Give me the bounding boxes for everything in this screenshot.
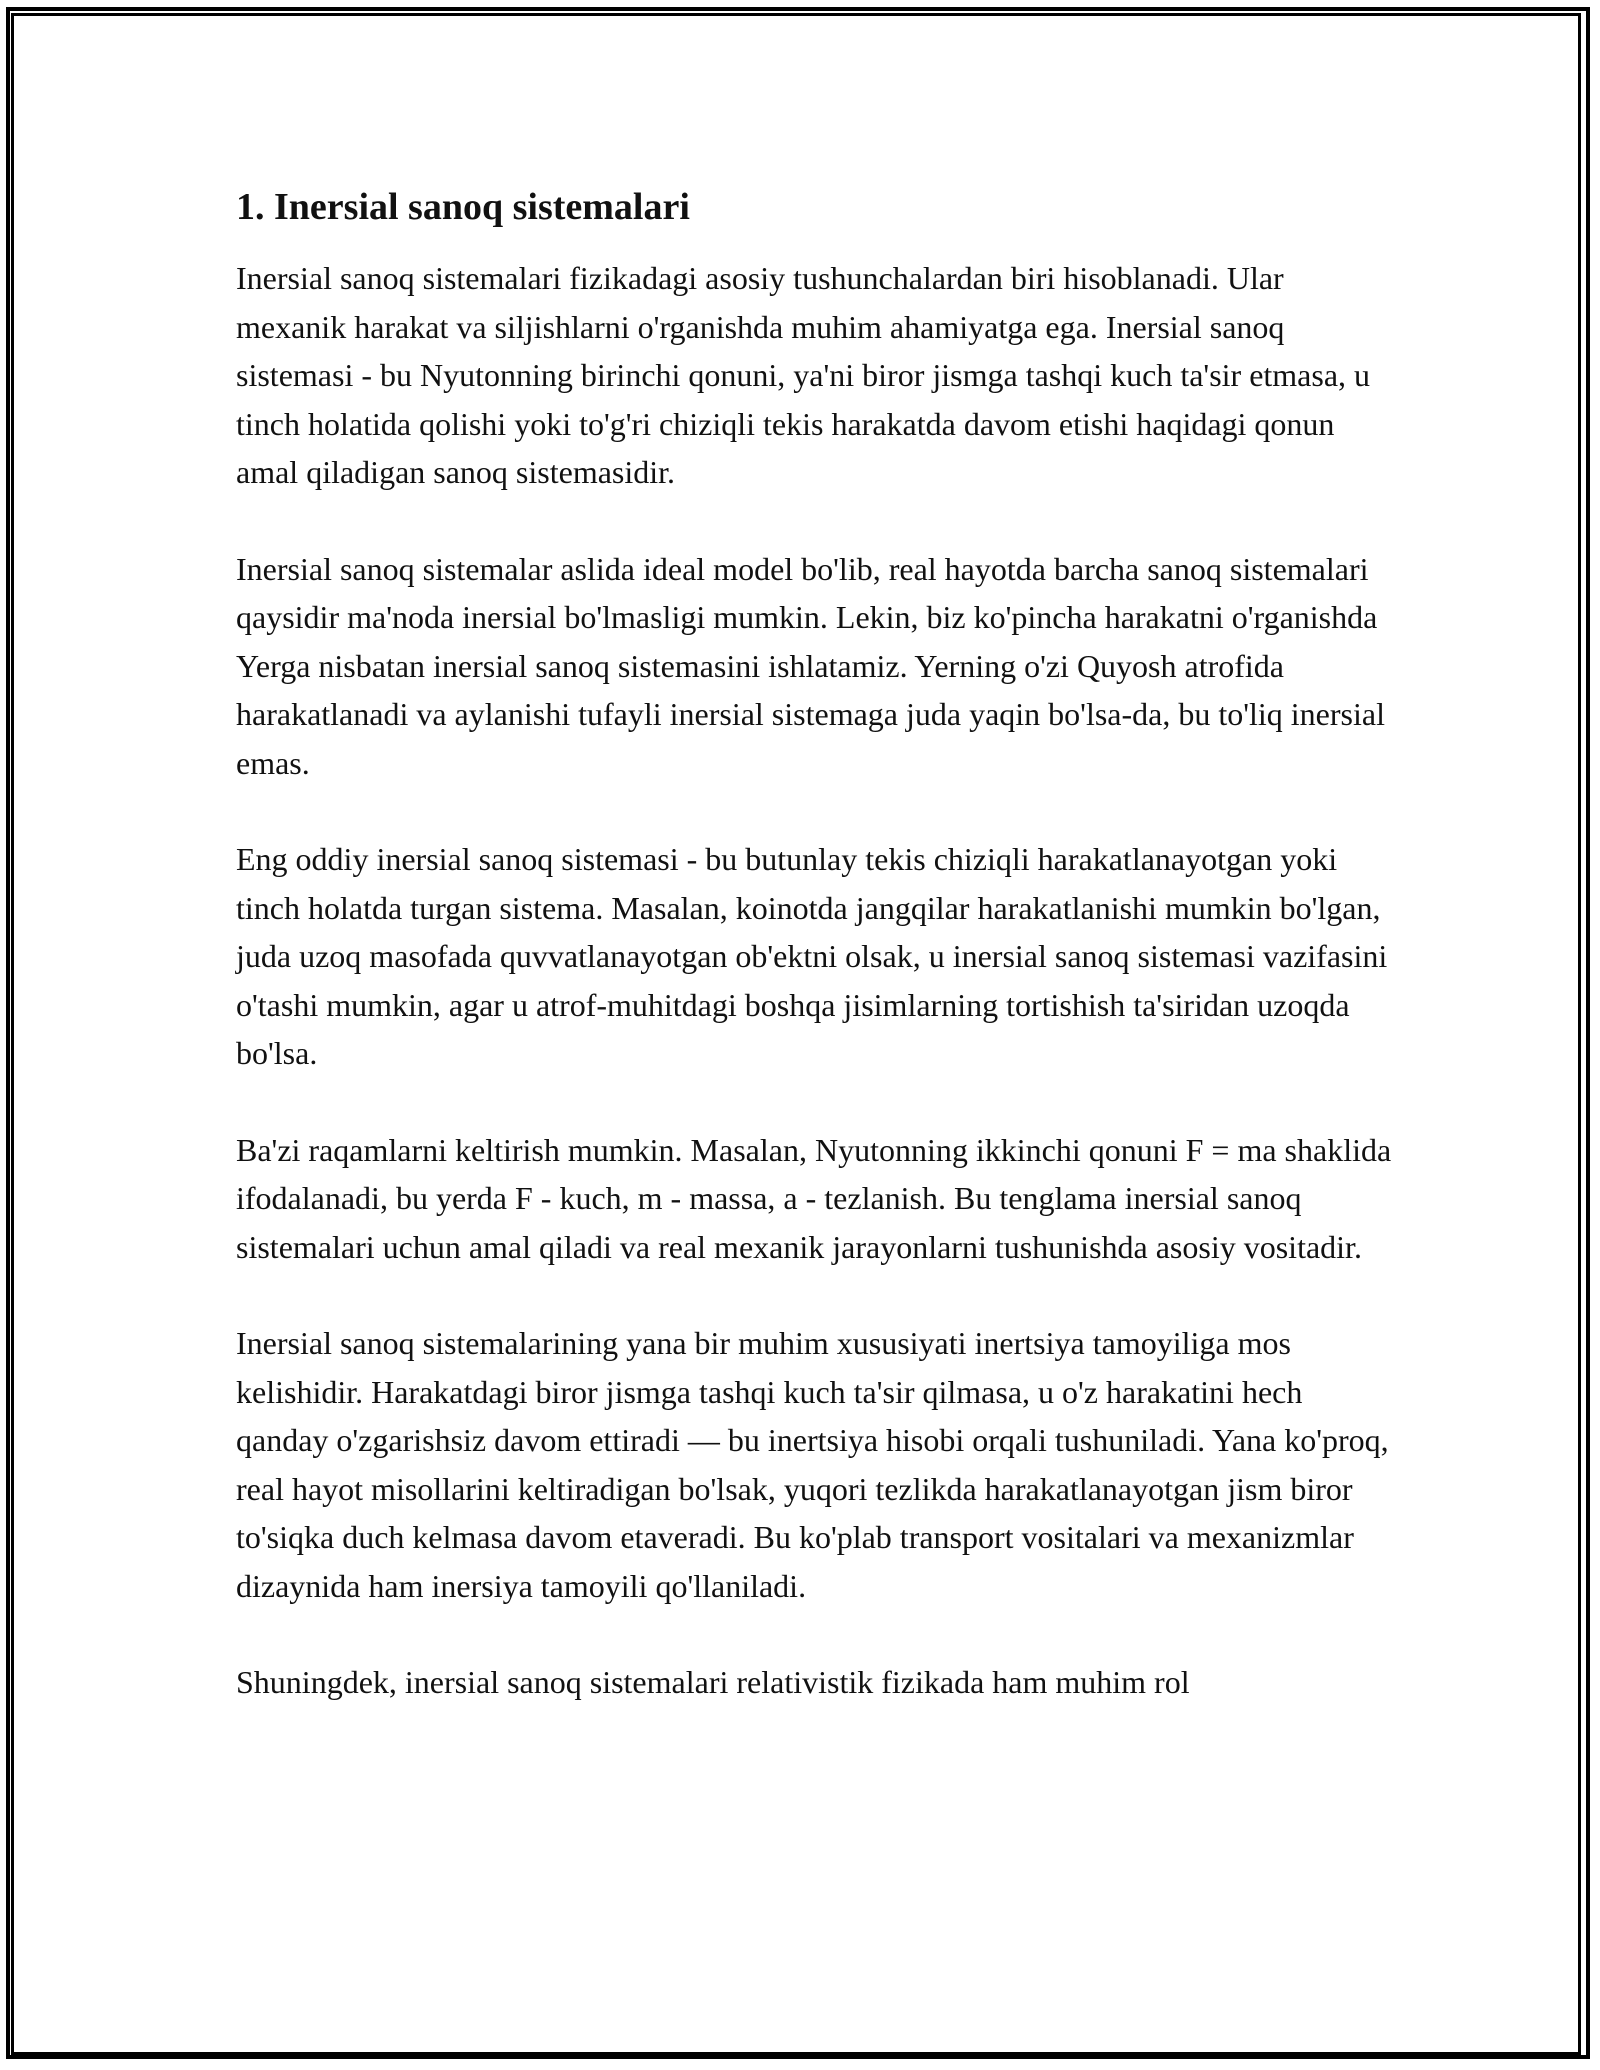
- paragraph-3: Eng oddiy inersial sanoq sistemasi - bu butunlay tekis chiziqli harakatlanayotgan yoki tinch holatda turgan sistema. Masalan, koinotda jangqilar harakatlanishi mumkin bo'lgan, juda uzoq masofada quvvatlanayotgan ob'ektni olsak, u inersial sanoq sistemasi vazifasini o'tashi mumkin, agar u atrof-muhitdagi boshqa jisimlarning tortishish ta'siridan uzoqda bo'lsa.: [236, 841, 1388, 1071]
- paragraph-6: Shuningdek, inersial sanoq sistemalari relativistik fizikada ham muhim rol: [236, 1664, 1190, 1700]
- section-heading: 1. Inersial sanoq sistemalari: [236, 186, 690, 228]
- document-body: [236, 184, 1396, 1755]
- paragraph-5: Inersial sanoq sistemalarining yana bir muhim xususiyati inertsiya tamoyiliga mos kelishidir. Harakatdagi biror jismga tashqi kuch ta'sir qilmasa, u o'z harakatini hech qanday o'zgarishsiz davom ettiradi — bu inertsiya hisobi orqali tushuniladi. Yana ko'proq, real hayot misollarini keltiradigan bo'lsak, yuqori tezlikda harakatlanayotgan jism biror to'siqka duch kelmasa davom etaveradi. Bu ko'plab transport vositalari va mexanizmlar dizaynida ham inersiya tamoyili qo'llaniladi.: [236, 1325, 1389, 1604]
- paragraph-2: Inersial sanoq sistemalar aslida ideal model bo'lib, real hayotda barcha sanoq sistemalari qaysidir ma'noda inersial bo'lmasligi mumkin. Lekin, biz ko'pincha harakatni o'rganishda Yerga nisbatan inersial sanoq sistemasini ishlatamiz. Yerning o'zi Quyosh atrofida harakatlanadi va aylanishi tufayli inersial sistemaga juda yaqin bo'lsa-da, bu to'liq inersial emas.: [236, 550, 1385, 781]
- paragraph-4: Ba'zi raqamlarni keltirish mumkin. Masalan, Nyutonning ikkinchi qonuni F = ma shaklida ifodalanadi, bu yerda F - kuch, m - massa, a - tezlanish. Bu tenglama inersial sanoq sistemalari uchun amal qiladi va real mexanik jarayonlarni tushunishda asosiy vositadir.: [236, 1131, 1392, 1265]
- paragraph-1: Inersial sanoq sistemalari fizikadagi asosiy tushunchalardan biri hisoblanadi. Ular mexanik harakat va siljishlarni o'rganishda muhim ahamiyatga ega. Inersial sanoq sistemasi - bu Nyutonning birinchi qonuni, ya'ni biror jismga tashqi kuch ta'sir etmasa, u tinch holatida qolishi yoki to'g'ri chiziqli tekis harakatda davom etishi haqidagi qonun amal qiladigan sanoq sistemasidir.: [236, 260, 1371, 490]
